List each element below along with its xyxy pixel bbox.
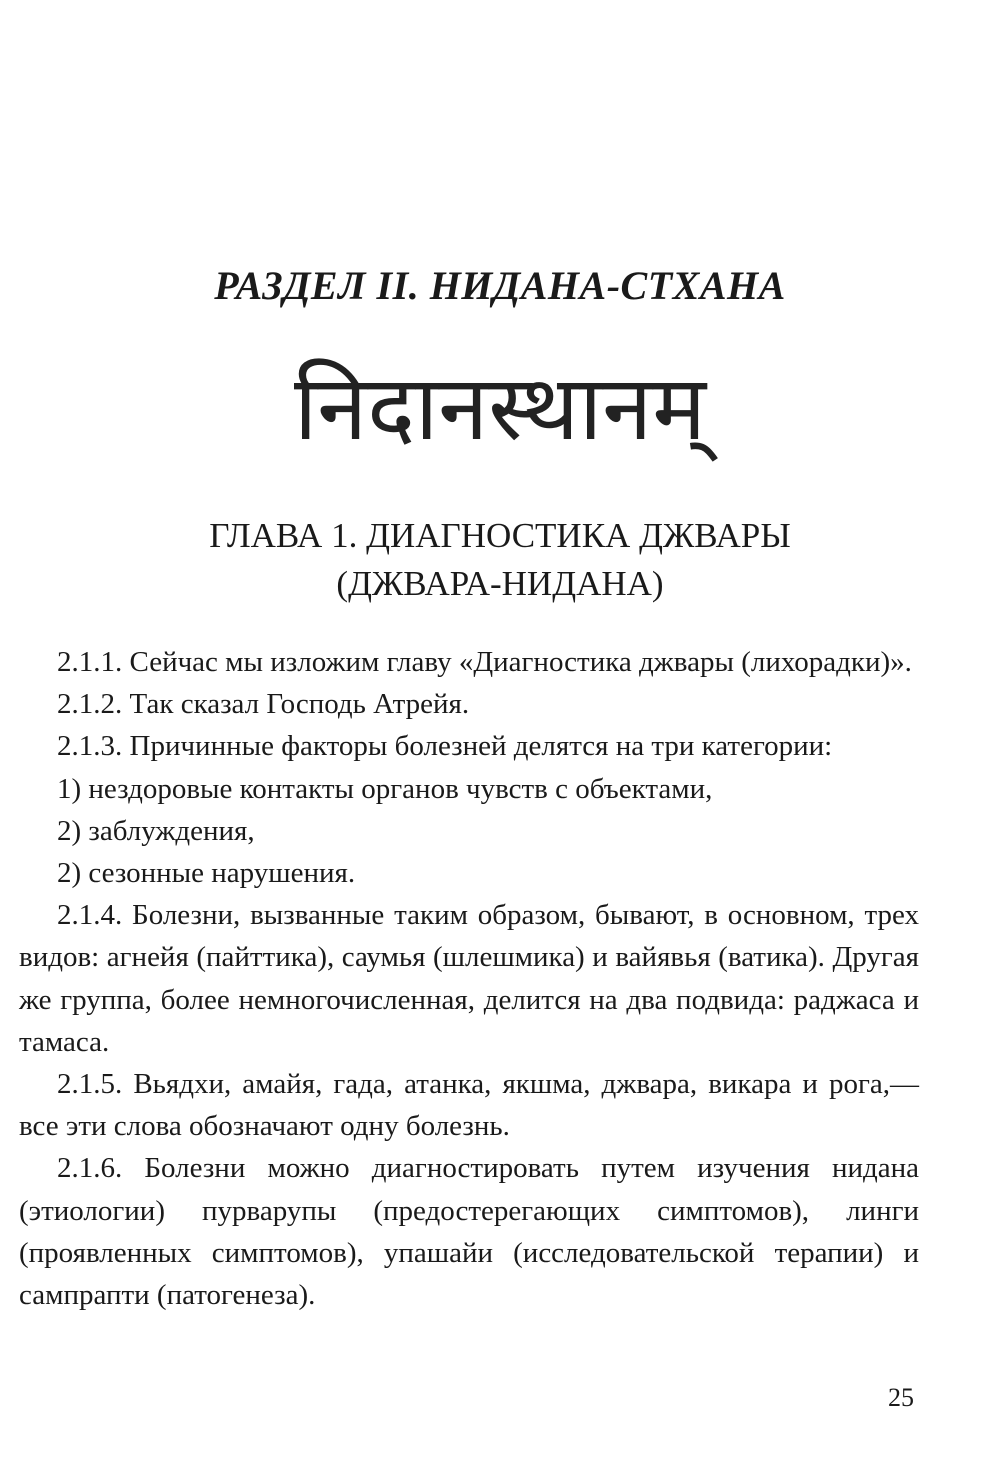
paragraph-2-1-4: 2.1.4. Болезни, вызванные таким образом, бывают, в основном, трех видов: агнейя (пайттика), саумья (шлешмика) и вайявья (ватика). Другая же группа, более немногочисленная, делится на два подвида: раджаса и тамаса. bbox=[19, 899, 919, 1058]
chapter-title-line-2: (ДЖВАРА-НИДАНА) bbox=[336, 564, 664, 603]
paragraph-2-1-6: 2.1.6. Болезни можно диагностировать путем изучения нидана (этиологии) пурварупы (предостерегающих симптомов), линги (проявленных симптомов), упашайи (исследовательской терапии) и сампрапти (патогенеза). bbox=[19, 1152, 919, 1312]
paragraph-2-1-3: 2.1.3. Причинные факторы болезней делятся на три категории: bbox=[57, 730, 833, 763]
paragraph-2-1-2: 2.1.2. Так сказал Господь Атрейя. bbox=[57, 688, 470, 721]
paragraph-list-item-2: 2) заблуждения, bbox=[57, 814, 255, 847]
paragraph-2-1-5: 2.1.5. Вьядхи, амайя, гада, атанка, якшма, джвара, викара и рога,— все эти слова обозначают одну болезнь. bbox=[19, 1068, 919, 1143]
section-title: РАЗДЕЛ II. НИДАНА-СТХАНА bbox=[214, 263, 786, 308]
page-number: 25 bbox=[888, 1383, 914, 1412]
paragraph-list-item-3: 2) сезонные нарушения. bbox=[57, 857, 356, 890]
paragraph-2-1-1: 2.1.1. Сейчас мы изложим главу «Диагностика джвары (лихорадки)». bbox=[57, 646, 912, 678]
chapter-title bbox=[0, 512, 1000, 608]
sanskrit-title: निदानस्थानम् bbox=[293, 360, 707, 459]
body-text bbox=[19, 641, 919, 1316]
paragraph-list-item-1: 1) нездоровые контакты органов чувств с объектами, bbox=[57, 772, 713, 805]
chapter-title-line-1: ГЛАВА 1. ДИАГНОСТИКА ДЖВАРЫ bbox=[209, 516, 791, 555]
